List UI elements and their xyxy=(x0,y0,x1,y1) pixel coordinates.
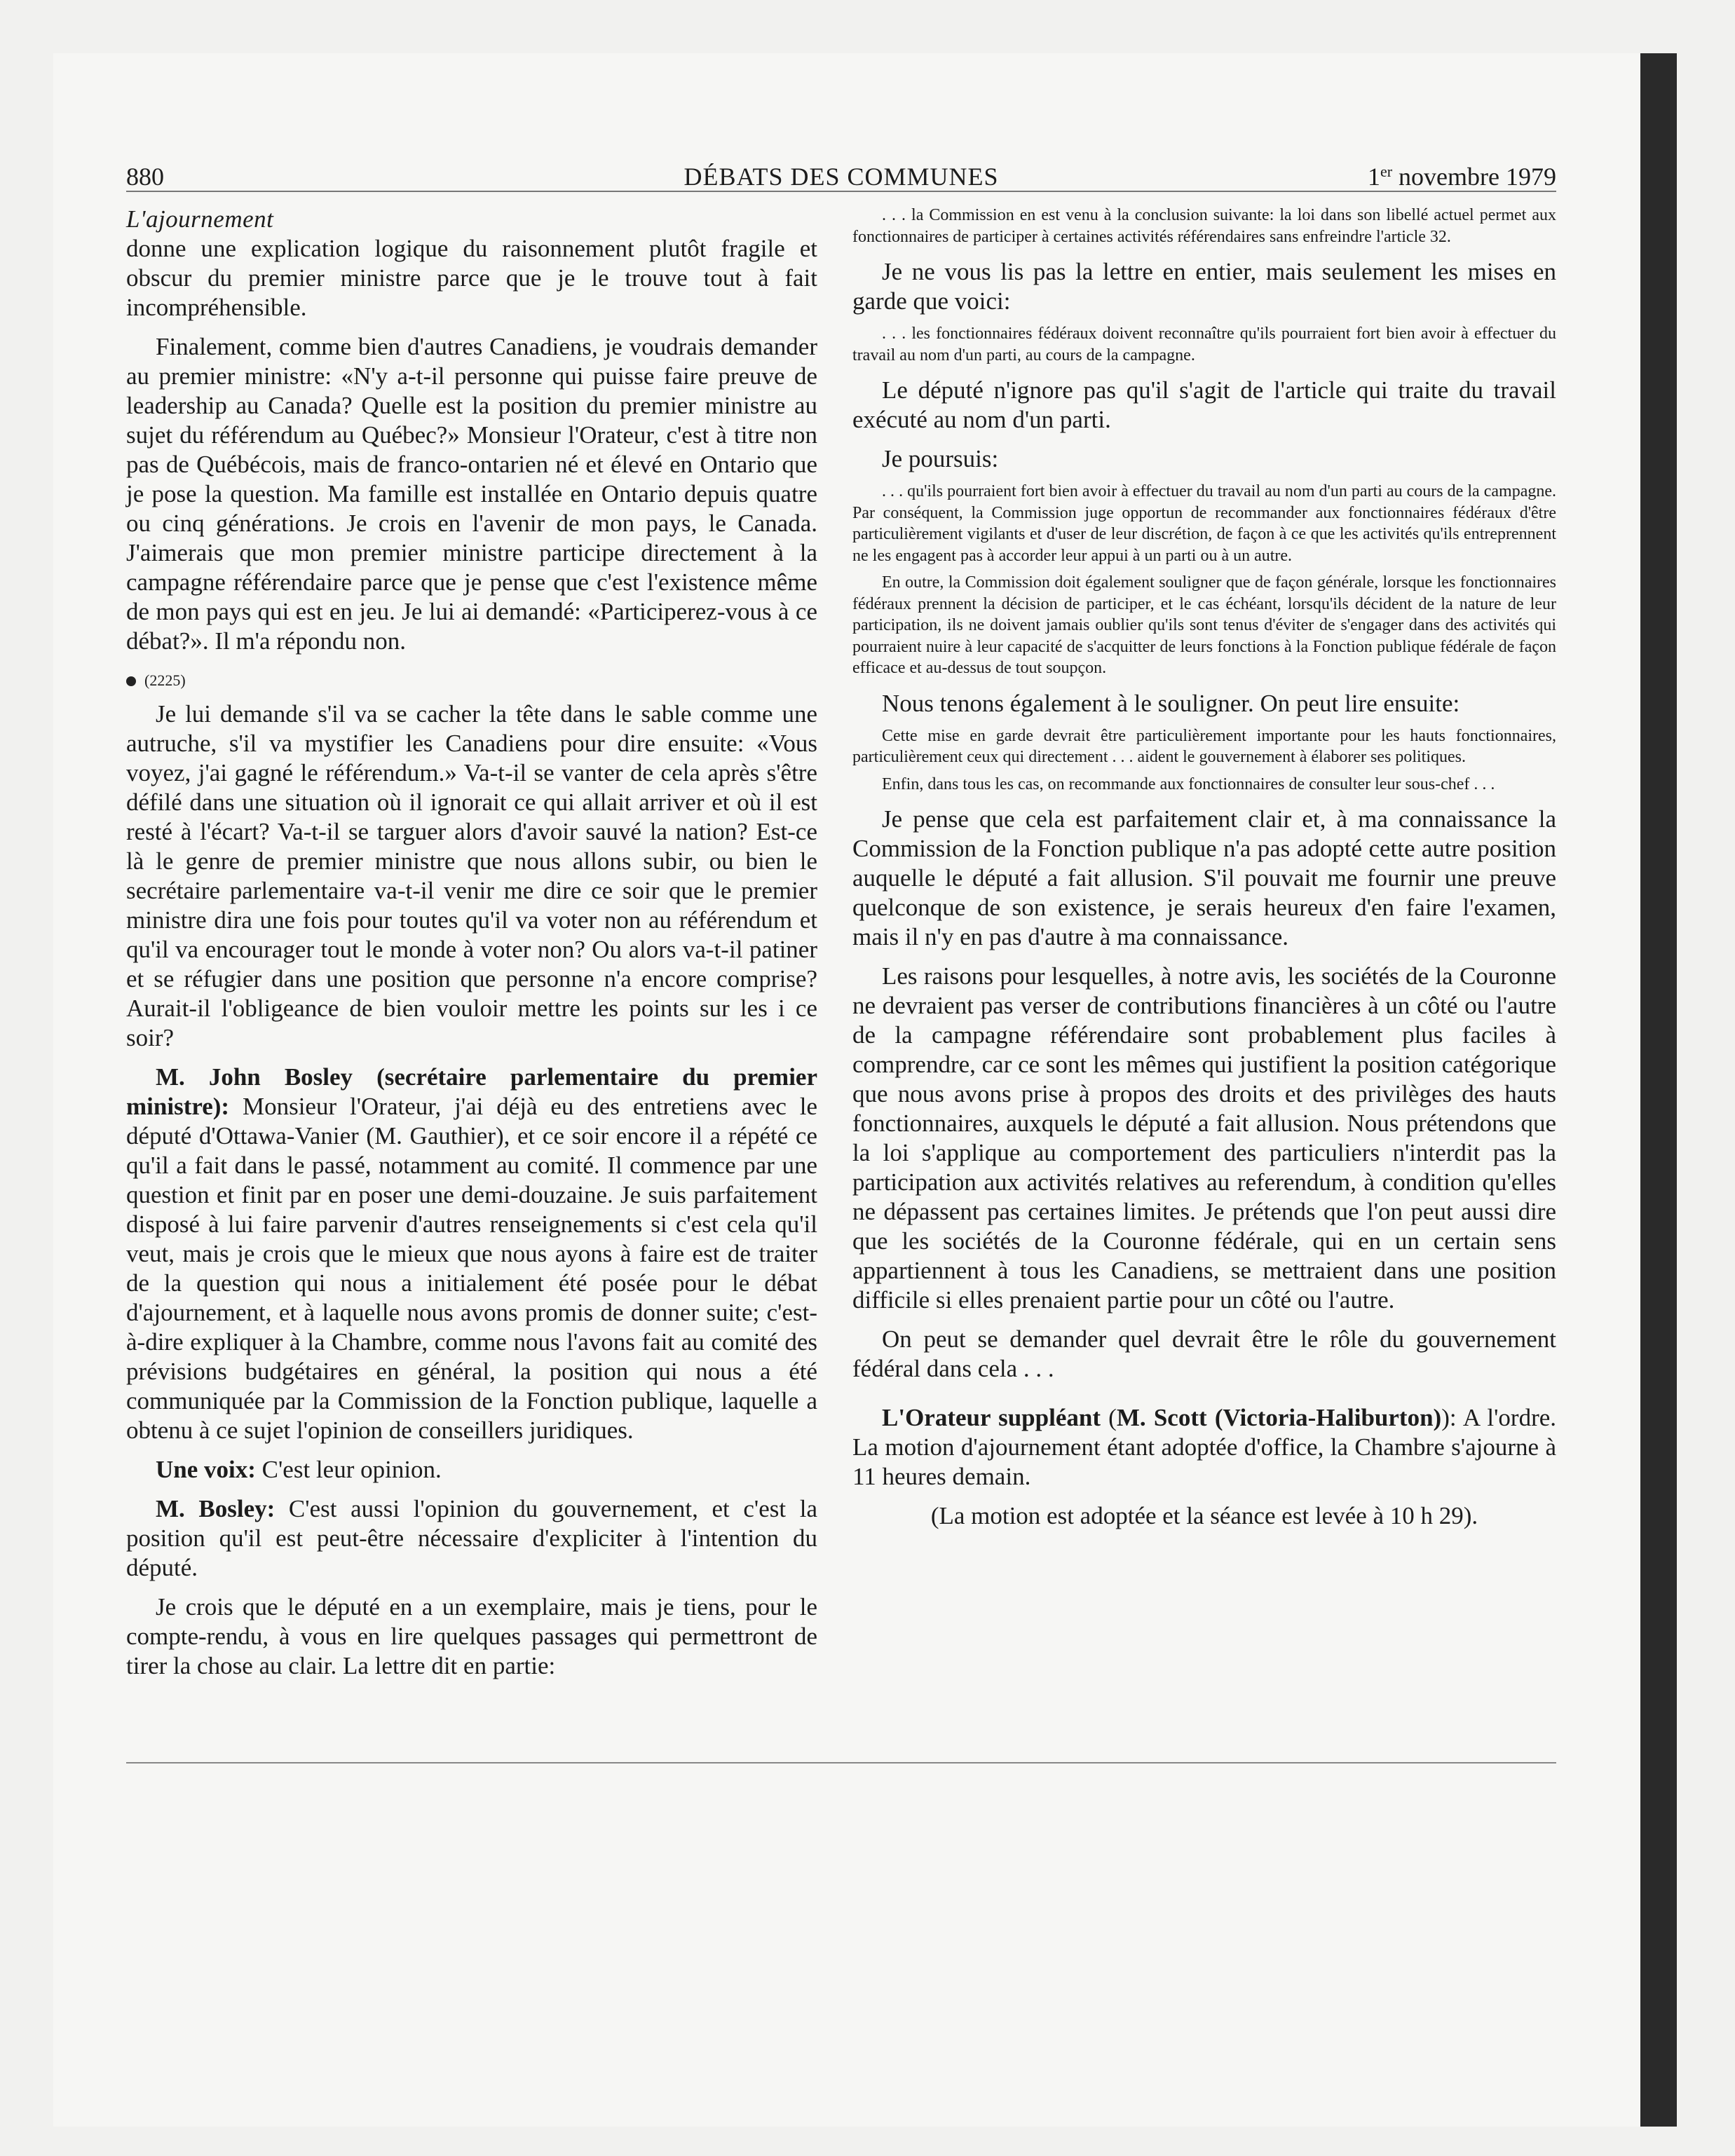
speech-une-voix: Une voix: C'est leur opinion. xyxy=(156,1456,442,1483)
paragraph: Nous tenons également à le souligner. On peut lire ensuite: xyxy=(882,689,1460,717)
page-header xyxy=(126,158,1556,195)
quotation: Enfin, dans tous les cas, on recommande aux fonctionnaires de consulter leur sous-chef . . . xyxy=(882,775,1495,793)
paragraph: Finalement, comme bien d'autres Canadiens, je voudrais demander au premier ministre: «N'y a-t-il personne qui puisse faire preuve de leadership au Canada? Quelle est la position du premier ministre au sujet du référendum au Québec?» Monsieur l'Orateur, c'est à titre non pas de Québécois, mais de franco-ontarien né et élevé en Ontario que je pose la question. Ma famille est installée en Ontario depuis quatre ou cinq générations. Je crois en l'avenir de mon pays, le Canada. J'aimerais que mon premier ministre participe directement à la campagne référendaire parce que je pense que c'est l'existence même de mon pays qui est en jeu. Je lui ai demandé: «Participerez-vous à ce débat?». Il m'a répondu non. xyxy=(126,333,817,655)
quotation: . . . qu'ils pourraient fort bien avoir à effectuer du travail au nom d'un parti au cours de la campagne. Par conséquent, la Commission juge opportun de recommander aux fonctionnaires fédéraux d'être particulièrement vigilants et d'user de leur discrétion, de façon à ce que les activités qu'ils entreprennent ne les engagent pas à accorder leur appui à un parti ou à un autre. xyxy=(852,482,1556,565)
paragraph: donne une explication logique du raisonnement plutôt fragile et obscur du premier ministre parce que je le trouve tout à fait incompréhensible. xyxy=(126,235,817,321)
paragraph: Je crois que le député en a un exemplaire, mais je tiens, pour le compte-rendu, à vous en lire quelques passages qui permettront de tirer la chose au clair. La lettre dit en partie: xyxy=(126,1593,817,1679)
right-column xyxy=(852,205,1556,1531)
page-number: 880 xyxy=(126,163,164,191)
publication-title: DÉBATS DES COMMUNES xyxy=(683,163,999,191)
adjournment-note: (La motion est adoptée et la séance est levée à 10 h 29). xyxy=(930,1502,1478,1529)
left-column xyxy=(126,205,817,1681)
time-stamp: (2225) xyxy=(126,669,817,692)
paragraph: Les raisons pour lesquelles, à notre avis, les sociétés de la Couronne ne devraient pas verser de contributions financières à un côté ou l'autre de la campagne référendaire sont probablement plus faciles à comprendre, car ce sont les mêmes qui justifient la position catégorique que nous avons prise à propos des droits et des privilèges des hauts fonctionnaires, auxquels le député a fait allusion. Nous prétendons que la loi s'applique au comportement des particuliers n'interdit pas la participation aux activités relatives au referendum, à condition qu'elles ne dépassent pas certaines limites. Je prétends que l'on peut aussi dire que les sociétés de la Couronne fédérale, qui en un certain sens appartiennent à tous les Canadiens, se mettraient dans une position difficile si elles prenaient partie pour un côté ou l'autre. xyxy=(852,962,1556,1314)
speaker-name: M. Bosley: xyxy=(156,1495,275,1522)
header-rule xyxy=(126,191,1556,192)
quotation: . . . la Commission en est venu à la conclusion suivante: la loi dans son libellé actuel permet aux fonctionnaires de participer à certaines activités référendaires sans enfreindre l'article 32. xyxy=(852,206,1556,246)
speech-acting-speaker: L'Orateur suppléant (M. Scott (Victoria-Haliburton)): A l'ordre. La motion d'ajournement étant adoptée d'office, la Chambre s'ajourne à 11 heures demain. xyxy=(852,1404,1557,1490)
speech-bosley-2: M. Bosley: C'est aussi l'opinion du gouvernement, et c'est la position qu'il est peut-être nécessaire d'expliciter à l'intention du député. xyxy=(126,1495,817,1581)
paragraph: On peut se demander quel devrait être le rôle du gouvernement fédéral dans cela . . . xyxy=(852,1325,1556,1382)
page-date: 1er novembre 1979 xyxy=(1367,163,1556,191)
speaker-name: Une voix: xyxy=(156,1456,256,1483)
paragraph: Le député n'ignore pas qu'il s'agit de l'article qui traite du travail exécuté au nom d'un parti. xyxy=(852,376,1556,433)
paragraph: Je poursuis: xyxy=(882,445,999,472)
paragraph: Je pense que cela est parfaitement clair et, à ma connaissance la Commission de la Fonction publique n'a pas adopté cette autre position auquelle le député a fait allusion. S'il pouvait me fournir une preuve quelconque de son existence, je serais heureux d'en faire l'examen, mais il n'y en pas d'autre à ma connaissance. xyxy=(852,805,1556,950)
scan-edge-shadow xyxy=(1640,53,1677,2127)
speech-bosley: M. John Bosley (secrétaire parlementaire du premier ministre): Monsieur l'Orateur, j'ai déjà eu des entretiens avec le député d'Ottawa-Vanier (M. Gauthier), et ce soir encore il a répété ce qu'il a fait dans le passé, notamment au comité. Il commence par une question et finit par en poser une demi-douzaine. Je suis parfaitement disposé à lui faire parvenir d'autres renseignements si c'est cela qu'il veut, mais je crois que le mieux que nous ayons à faire est de traiter de la question qui nous a initialement été posée pour le débat d'ajournement, et à laquelle nous avons promis de donner suite; c'est-à-dire expliquer à la Chambre, comme nous l'avons fait au comité des prévisions budgétaires en général, la position qui nous a été communiquée par la Commission de la Fonction publique, laquelle a obtenu à ce sujet l'opinion de conseillers juridiques. xyxy=(126,1063,817,1444)
quotation: Cette mise en garde devrait être particulièrement importante pour les hauts fonctionnaires, particulièrement ceux qui directement . . . aident le gouvernement à élaborer ses politiques. xyxy=(852,726,1556,766)
quotation: En outre, la Commission doit également souligner que de façon générale, lorsque les fonctionnaires fédéraux prennent la décision de participer, et le cas échéant, lorsqu'ils décident de la nature de leur participation, ils ne doivent jamais oublier qu'ils sont tenus d'éviter de s'engager dans des activités qui pourraient nuire à leur capacité de s'acquitter de leurs fonctions à la Fonction publique fédérale de façon efficace et au-dessus de tout soupçon. xyxy=(852,573,1556,677)
speaker-riding: M. Scott (Victoria-Haliburton) xyxy=(1116,1404,1442,1431)
section-title: L'ajournement xyxy=(126,205,274,233)
paragraph: Je lui demande s'il va se cacher la tête dans le sable comme une autruche, s'il va mystifier les Canadiens pour dire ensuite: «Vous voyez, j'ai gagné le référendum.» Va-t-il se vanter de cela après s'être défilé dans une situation où il ignorait ce qui allait arriver et où il est resté à l'écart? Va-t-il se targuer alors d'avoir sauvé la nation? Est-ce là le genre de premier ministre que nous allons subir, ou bien le secrétaire parlementaire va-t-il venir me dire ce soir que le premier ministre dira une fois pour toutes qu'il va voter non au référendum et qu'il va encourager tout le monde à voter non? Ou alors va-t-il patiner et se réfugier dans une position que personne n'a encore comprise? Aurait-il l'obligeance de bien vouloir mettre les points sur les i ce soir? xyxy=(126,700,817,1051)
speaker-name: L'Orateur suppléant xyxy=(882,1404,1101,1431)
bullet-icon xyxy=(126,676,136,686)
quotation: . . . les fonctionnaires fédéraux doivent reconnaître qu'ils pourraient fort bien avoir à effectuer du travail au nom d'un parti, au cours de la campagne. xyxy=(852,325,1556,364)
paragraph: Je ne vous lis pas la lettre en entier, mais seulement les mises en garde que voici: xyxy=(852,258,1556,315)
footer-rule xyxy=(126,1762,1556,1763)
speaker-name: M. John Bosley (secrétaire parlementaire du premier ministre): xyxy=(126,1063,817,1120)
